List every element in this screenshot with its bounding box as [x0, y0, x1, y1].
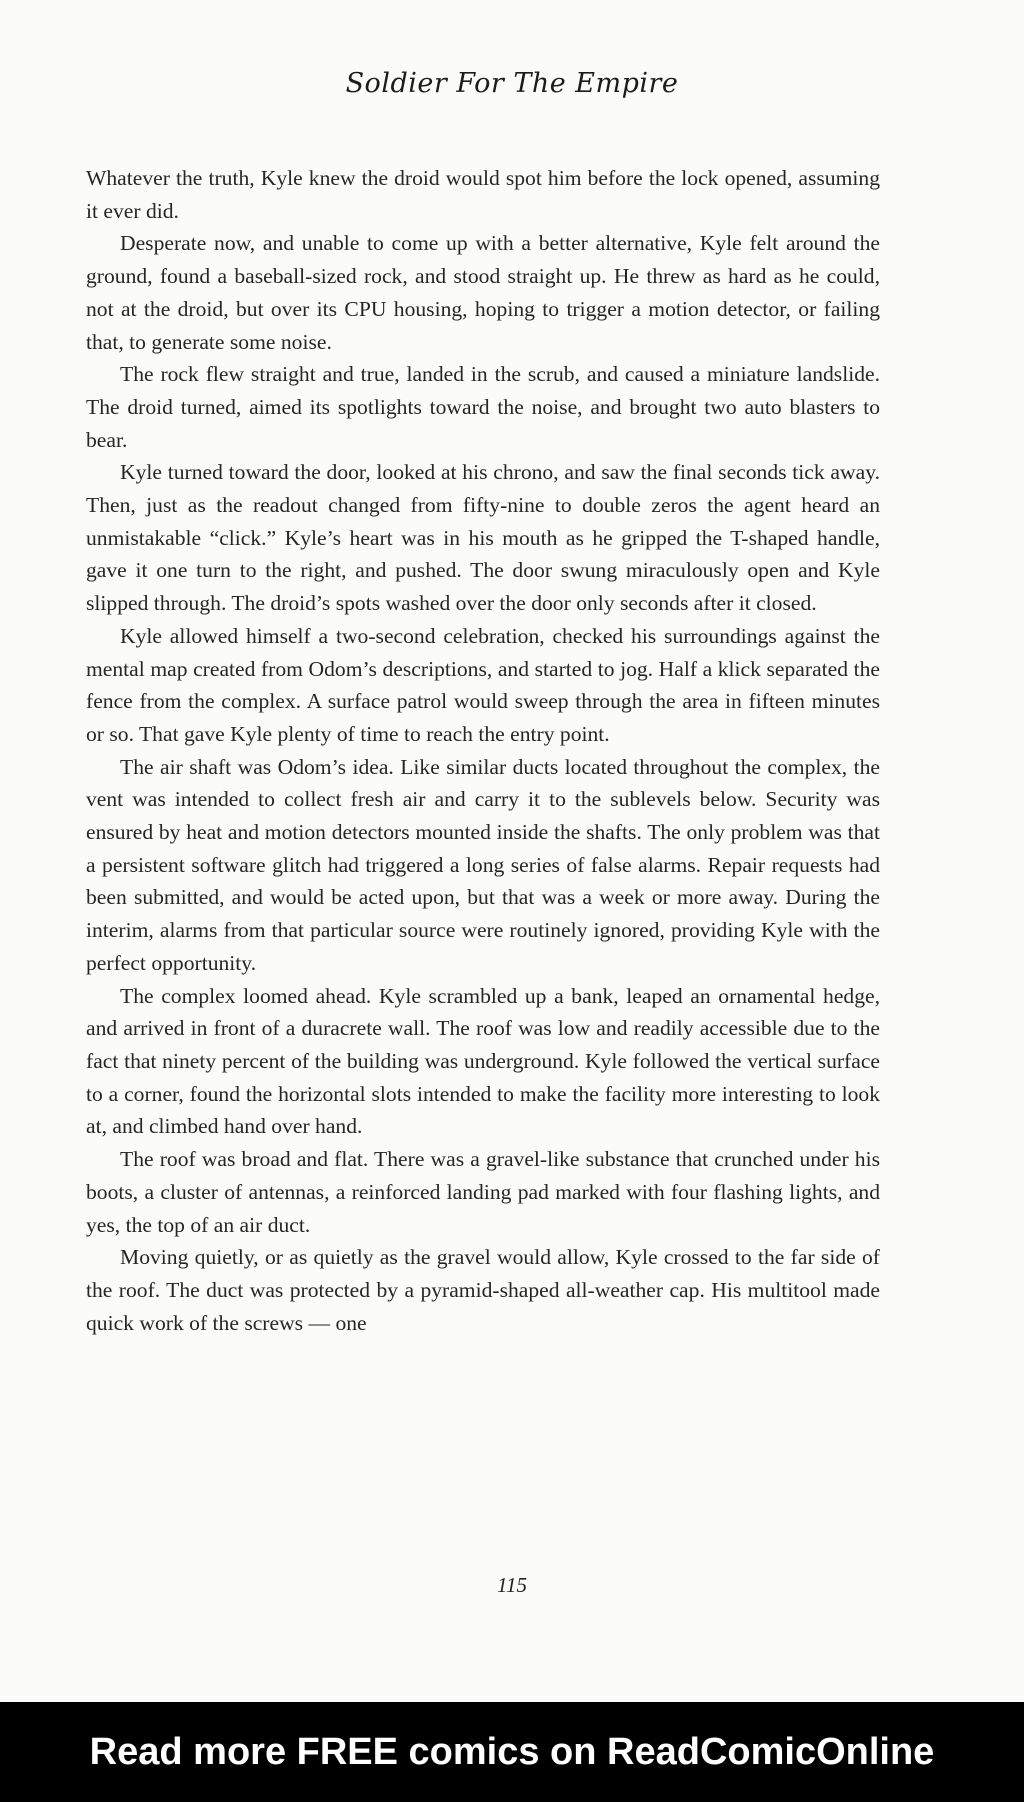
paragraph: The rock flew straight and true, landed in the scrub, and caused a miniature landslide. The droid turned, aimed its spotlights toward the noise, and brought two auto blasters to bear.	[86, 362, 880, 452]
running-head: Soldier For The Empire	[345, 68, 679, 99]
promo-banner[interactable]: Read more FREE comics on ReadComicOnline	[0, 1702, 1024, 1802]
paragraph: The complex loomed ahead. Kyle scrambled up a bank, leaped an ornamental hedge, and arrived in front of a duracrete wall. The roof was low and readily accessible due to the fact that ninety percent of the building was underground. Kyle followed the vertical surface to a corner, found the horizontal slots intended to make the facility more interesting to look at, and climbed hand over hand.	[86, 983, 880, 1139]
paragraph: Kyle turned toward the door, looked at his chrono, and saw the final seconds tick away. Then, just as the readout changed from fifty-nine to double zeros the agent heard an unmistakable “click.” Kyle’s heart was in his mouth as he gripped the T-shaped handle, gave it one turn to the right, and pushed. The door swung miraculously open and Kyle slipped through. The droid’s spots washed over the door only seconds after it closed.	[86, 460, 880, 616]
paragraph: The air shaft was Odom’s idea. Like similar ducts located throughout the complex, the vent was intended to collect fresh air and carry it to the sublevels below. Security was ensured by heat and motion detectors mounted inside the shafts. The only problem was that a persistent software glitch had triggered a long series of false alarms. Repair requests had been submitted, and would be acted upon, but that was a week or more away. During the interim, alarms from that particular source were routinely ignored, providing Kyle with the perfect opportunity.	[86, 754, 880, 975]
paragraph: Kyle allowed himself a two-second celebration, checked his surroundings against the mental map created from Odom’s descriptions, and started to jog. Half a klick separated the fence from the complex. A surface patrol would sweep through the area in fifteen minutes or so. That gave Kyle plenty of time to reach the entry point.	[86, 623, 880, 746]
paragraph: Desperate now, and unable to come up with a better alternative, Kyle felt around the ground, found a baseball-sized rock, and stood straight up. He threw as hard as he could, not at the droid, but over its CPU housing, hoping to trigger a motion detector, or failing that, to generate some noise.	[86, 231, 880, 354]
body-text	[86, 162, 880, 1339]
paragraph: The roof was broad and flat. There was a gravel-like substance that crunched under his boots, a cluster of antennas, a reinforced landing pad marked with four flashing lights, and yes, the top of an air duct.	[86, 1147, 880, 1237]
paragraph: Whatever the truth, Kyle knew the droid would spot him before the lock opened, assuming it ever did.	[86, 166, 880, 223]
page-number: 115	[497, 1573, 527, 1597]
paragraph: Moving quietly, or as quietly as the gravel would allow, Kyle crossed to the far side of the roof. The duct was protected by a pyramid-shaped all-weather cap. His multitool made quick work of the screws — one	[86, 1245, 880, 1335]
